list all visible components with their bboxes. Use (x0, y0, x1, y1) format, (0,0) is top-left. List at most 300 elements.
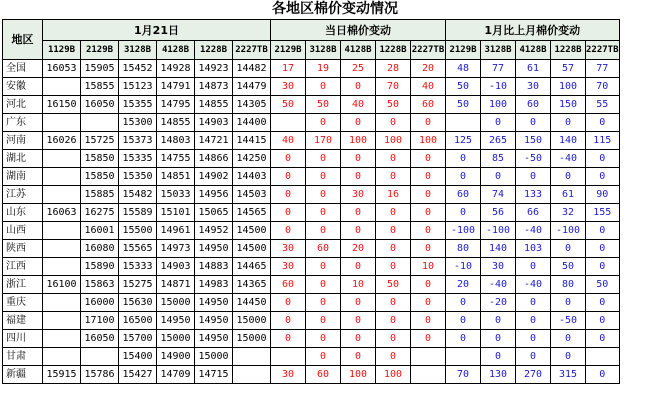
region-cell: 甘肃 (3, 348, 43, 366)
price-cell: 14479 (233, 78, 271, 96)
monthly-change-cell: 0 (481, 114, 516, 132)
daily-change-cell: 0 (341, 78, 376, 96)
column-header-daily_cols-3: 1228B (376, 41, 411, 60)
daily-change-cell (271, 348, 306, 366)
monthly-change-cell: 150 (551, 96, 586, 114)
daily-change-cell: 0 (411, 150, 446, 168)
price-cell: 15000 (195, 348, 233, 366)
price-cell (43, 222, 81, 240)
monthly-change-cell: 0 (481, 348, 516, 366)
daily-change-cell: 40 (271, 132, 306, 150)
table-row (3, 330, 620, 348)
region-header: 地区 (3, 20, 43, 60)
price-cell: 16100 (43, 276, 81, 294)
monthly-change-cell: 0 (481, 312, 516, 330)
monthly-change-cell: 0 (516, 114, 551, 132)
monthly-change-cell: -100 (551, 222, 586, 240)
daily-change-cell: 40 (411, 78, 446, 96)
daily-change-cell: 0 (411, 276, 446, 294)
monthly-change-cell: 0 (551, 330, 586, 348)
daily-change-cell: 0 (271, 330, 306, 348)
price-cell (43, 330, 81, 348)
price-cell: 14952 (195, 222, 233, 240)
price-cell: 15915 (43, 366, 81, 384)
daily-change-cell: 0 (341, 114, 376, 132)
monthly-change-cell: 90 (586, 186, 620, 204)
daily-change-cell: 25 (341, 60, 376, 78)
price-cell: 15630 (119, 294, 157, 312)
daily-change-cell: 0 (306, 330, 341, 348)
daily-change-cell: 0 (271, 204, 306, 222)
price-cell: 16080 (81, 240, 119, 258)
daily-change-cell: 0 (376, 150, 411, 168)
column-header-daily_cols-0: 2129B (271, 41, 306, 60)
monthly-change-cell: 270 (516, 366, 551, 384)
daily-change-cell (271, 114, 306, 132)
daily-change-cell: 30 (271, 258, 306, 276)
price-cell: 14709 (157, 366, 195, 384)
daily-change-cell: 17 (271, 60, 306, 78)
monthly-change-cell: 57 (551, 60, 586, 78)
monthly-change-cell: -10 (481, 78, 516, 96)
price-cell (43, 348, 81, 366)
price-cell: 16000 (81, 294, 119, 312)
daily-change-cell: 20 (411, 60, 446, 78)
table-row (3, 222, 620, 240)
monthly-change-cell: 0 (516, 258, 551, 276)
price-cell: 15565 (119, 240, 157, 258)
monthly-change-cell: 100 (481, 96, 516, 114)
table-row (3, 78, 620, 96)
daily-change-cell: 0 (411, 330, 446, 348)
table-row (3, 150, 620, 168)
daily-change-cell: 0 (376, 294, 411, 312)
daily-change-cell: 0 (341, 222, 376, 240)
daily-change-cell: 0 (341, 294, 376, 312)
price-cell: 15101 (157, 204, 195, 222)
daily-change-cell: 60 (306, 240, 341, 258)
price-cell: 15890 (81, 258, 119, 276)
monthly-change-cell: -20 (481, 294, 516, 312)
price-cell: 15905 (81, 60, 119, 78)
monthly-change-cell: 77 (481, 60, 516, 78)
price-cell: 16050 (81, 330, 119, 348)
price-cell: 16001 (81, 222, 119, 240)
monthly-change-cell: 61 (551, 186, 586, 204)
table-row (3, 294, 620, 312)
monthly-change-cell: 0 (586, 168, 620, 186)
table-row (3, 366, 620, 384)
price-cell: 14950 (157, 312, 195, 330)
monthly-change-cell: 103 (516, 240, 551, 258)
price-cell: 15400 (119, 348, 157, 366)
daily-change-cell: 0 (271, 294, 306, 312)
monthly-change-cell (446, 348, 481, 366)
price-cell: 14883 (195, 258, 233, 276)
monthly-change-cell: 0 (446, 330, 481, 348)
monthly-change-cell: 0 (551, 240, 586, 258)
table-row (3, 114, 620, 132)
monthly-change-cell: 30 (481, 258, 516, 276)
price-cell: 16050 (81, 96, 119, 114)
monthly-change-cell: 80 (551, 276, 586, 294)
daily-change-cell: 0 (306, 168, 341, 186)
price-cell: 14950 (195, 330, 233, 348)
column-header-daily_cols-2: 4128B (341, 41, 376, 60)
price-cell (43, 78, 81, 96)
monthly-change-cell: 133 (516, 186, 551, 204)
monthly-change-cell: 0 (586, 294, 620, 312)
daily-change-cell: 19 (306, 60, 341, 78)
daily-change-cell: 30 (341, 186, 376, 204)
price-cell: 15065 (195, 204, 233, 222)
price-cell: 15000 (157, 330, 195, 348)
price-cell: 15700 (119, 330, 157, 348)
daily-change-cell: 0 (411, 222, 446, 240)
price-cell: 14903 (195, 114, 233, 132)
monthly-change-cell: -50 (551, 312, 586, 330)
region-cell: 重庆 (3, 294, 43, 312)
daily-change-cell: 0 (376, 330, 411, 348)
monthly-change-cell: 0 (516, 330, 551, 348)
price-cell: 14482 (233, 60, 271, 78)
price-cell: 15000 (233, 312, 271, 330)
price-cell: 15333 (119, 258, 157, 276)
price-cell (233, 366, 271, 384)
price-cell (43, 240, 81, 258)
price-cell: 14983 (195, 276, 233, 294)
price-cell (43, 258, 81, 276)
cotton-price-table (2, 19, 620, 384)
monthly-change-cell: 0 (586, 366, 620, 384)
daily-change-cell: 0 (411, 186, 446, 204)
monthly-change-cell: 115 (586, 132, 620, 150)
region-cell: 河北 (3, 96, 43, 114)
daily-change-cell: 0 (411, 312, 446, 330)
monthly-change-cell: 150 (516, 132, 551, 150)
monthly-change-cell: 0 (516, 312, 551, 330)
daily-change-cell: 100 (341, 366, 376, 384)
daily-change-cell: 170 (306, 132, 341, 150)
daily-change-cell: 0 (341, 312, 376, 330)
daily-change-cell: 0 (376, 258, 411, 276)
region-cell: 陕西 (3, 240, 43, 258)
daily-change-cell: 30 (271, 240, 306, 258)
table-row (3, 132, 620, 150)
monthly-change-cell: 50 (446, 78, 481, 96)
monthly-change-cell: 32 (551, 204, 586, 222)
monthly-change-cell: 100 (551, 78, 586, 96)
monthly-change-cell: 61 (516, 60, 551, 78)
daily-change-cell: 0 (376, 168, 411, 186)
price-cell: 14973 (157, 240, 195, 258)
monthly-change-group-header: 1月比上月棉价变动 (446, 20, 620, 41)
monthly-change-cell: 0 (446, 312, 481, 330)
daily-change-cell: 0 (411, 168, 446, 186)
daily-change-cell: 0 (376, 312, 411, 330)
price-cell: 16063 (43, 204, 81, 222)
price-cell: 14500 (233, 222, 271, 240)
monthly-change-cell: 0 (586, 258, 620, 276)
monthly-change-cell: 85 (481, 150, 516, 168)
price-cell: 15300 (119, 114, 157, 132)
daily-change-cell: 0 (411, 204, 446, 222)
region-cell: 安徽 (3, 78, 43, 96)
monthly-change-cell: -100 (446, 222, 481, 240)
monthly-change-cell: 55 (586, 96, 620, 114)
table-row (3, 96, 620, 114)
monthly-change-cell: -50 (516, 150, 551, 168)
region-cell: 全国 (3, 60, 43, 78)
daily-change-cell: 0 (341, 258, 376, 276)
column-header-cols-2: 3128B (119, 41, 157, 60)
daily-change-cell: 10 (341, 276, 376, 294)
region-cell: 湖南 (3, 168, 43, 186)
daily-change-cell: 0 (341, 168, 376, 186)
table-row (3, 258, 620, 276)
region-cell: 江西 (3, 258, 43, 276)
daily-change-cell: 0 (411, 114, 446, 132)
monthly-change-cell: 50 (551, 258, 586, 276)
price-cell: 15786 (81, 366, 119, 384)
table-row (3, 240, 620, 258)
monthly-change-cell (446, 114, 481, 132)
column-header-monthly_cols-4: 2227TB (586, 41, 620, 60)
daily-change-cell: 0 (411, 294, 446, 312)
monthly-change-cell: 0 (586, 330, 620, 348)
price-cell: 14956 (195, 186, 233, 204)
monthly-change-cell: 0 (551, 168, 586, 186)
price-cell (43, 150, 81, 168)
price-cell: 15855 (81, 78, 119, 96)
price-cell: 14900 (157, 348, 195, 366)
price-cell: 14305 (233, 96, 271, 114)
daily-change-cell (411, 348, 446, 366)
region-cell: 湖北 (3, 150, 43, 168)
price-cell: 14961 (157, 222, 195, 240)
price-cell: 14903 (157, 258, 195, 276)
daily-change-cell: 100 (341, 132, 376, 150)
monthly-change-cell: 0 (586, 222, 620, 240)
monthly-change-cell: 70 (446, 366, 481, 384)
monthly-change-cell: 155 (586, 204, 620, 222)
price-cell: 14950 (195, 240, 233, 258)
daily-change-cell: 50 (271, 96, 306, 114)
column-header-cols-0: 1129B (43, 41, 81, 60)
daily-change-cell: 0 (271, 168, 306, 186)
price-cell: 14403 (233, 168, 271, 186)
monthly-change-cell: 0 (446, 204, 481, 222)
daily-change-cell: 0 (376, 114, 411, 132)
price-cell (81, 348, 119, 366)
monthly-change-cell: 0 (516, 294, 551, 312)
monthly-change-cell: -40 (516, 222, 551, 240)
daily-change-cell: 0 (271, 186, 306, 204)
monthly-change-cell: -40 (481, 276, 516, 294)
daily-change-cell: 0 (341, 330, 376, 348)
monthly-change-cell: 0 (481, 330, 516, 348)
price-cell: 15000 (157, 294, 195, 312)
monthly-change-cell: 0 (516, 348, 551, 366)
price-cell: 15427 (119, 366, 157, 384)
price-cell: 15452 (119, 60, 157, 78)
column-header-daily_cols-1: 3128B (306, 41, 341, 60)
daily-change-cell: 30 (271, 366, 306, 384)
price-cell: 14923 (195, 60, 233, 78)
price-cell: 16150 (43, 96, 81, 114)
price-cell: 15123 (119, 78, 157, 96)
price-cell: 14866 (195, 150, 233, 168)
price-cell (233, 348, 271, 366)
price-cell: 14755 (157, 150, 195, 168)
region-cell: 河南 (3, 132, 43, 150)
daily-change-cell: 100 (411, 132, 446, 150)
daily-change-cell (411, 366, 446, 384)
daily-change-cell: 40 (341, 96, 376, 114)
price-cell: 14950 (195, 294, 233, 312)
daily-change-cell: 20 (341, 240, 376, 258)
daily-change-cell: 0 (306, 186, 341, 204)
price-cell: 15725 (81, 132, 119, 150)
price-cell: 16053 (43, 60, 81, 78)
price-cell: 15355 (119, 96, 157, 114)
column-header-cols-4: 1228B (195, 41, 233, 60)
daily-change-cell: 0 (306, 222, 341, 240)
daily-change-cell: 60 (411, 96, 446, 114)
price-cell: 14928 (157, 60, 195, 78)
daily-change-cell: 60 (306, 366, 341, 384)
monthly-change-cell: 20 (446, 276, 481, 294)
daily-change-cell: 0 (376, 240, 411, 258)
monthly-change-cell: 50 (586, 276, 620, 294)
table-row (3, 168, 620, 186)
monthly-change-cell: 265 (481, 132, 516, 150)
region-cell: 福建 (3, 312, 43, 330)
table-row (3, 204, 620, 222)
daily-change-cell: 0 (306, 204, 341, 222)
daily-change-cell: 10 (411, 258, 446, 276)
monthly-change-cell: 140 (481, 240, 516, 258)
monthly-change-cell: 315 (551, 366, 586, 384)
price-cell: 15863 (81, 276, 119, 294)
table-row (3, 276, 620, 294)
daily-change-cell: 30 (271, 78, 306, 96)
price-cell: 16275 (81, 204, 119, 222)
monthly-change-cell: 50 (446, 96, 481, 114)
price-cell: 14565 (233, 204, 271, 222)
price-cell: 14803 (157, 132, 195, 150)
monthly-change-cell: 0 (551, 294, 586, 312)
monthly-change-cell: 60 (446, 186, 481, 204)
monthly-change-cell: -100 (481, 222, 516, 240)
price-cell (43, 168, 81, 186)
price-cell: 14855 (157, 114, 195, 132)
region-cell: 江苏 (3, 186, 43, 204)
price-cell: 14450 (233, 294, 271, 312)
daily-change-cell: 100 (376, 366, 411, 384)
price-cell: 14500 (233, 240, 271, 258)
price-cell: 15885 (81, 186, 119, 204)
monthly-change-cell: 66 (516, 204, 551, 222)
price-cell: 14855 (195, 96, 233, 114)
monthly-change-cell: 0 (446, 294, 481, 312)
price-cell: 14795 (157, 96, 195, 114)
daily-change-cell: 0 (341, 204, 376, 222)
column-header-monthly_cols-2: 4128B (516, 41, 551, 60)
table-row (3, 348, 620, 366)
monthly-change-cell: -40 (551, 150, 586, 168)
monthly-change-cell: 140 (551, 132, 586, 150)
price-cell: 14871 (157, 276, 195, 294)
daily-change-cell: 0 (306, 276, 341, 294)
price-cell: 14365 (233, 276, 271, 294)
table-row (3, 312, 620, 330)
price-cell: 15850 (81, 168, 119, 186)
daily-change-cell: 0 (306, 258, 341, 276)
price-cell: 14902 (195, 168, 233, 186)
monthly-change-cell: 125 (446, 132, 481, 150)
price-cell (43, 114, 81, 132)
column-header-cols-5: 2227TB (233, 41, 271, 60)
price-cell: 14851 (157, 168, 195, 186)
monthly-change-cell: 0 (481, 168, 516, 186)
price-cell: 14250 (233, 150, 271, 168)
price-cell: 15335 (119, 150, 157, 168)
monthly-change-cell (586, 348, 620, 366)
monthly-change-cell: 30 (516, 78, 551, 96)
page-title: 各地区棉价变动情况 (272, 1, 398, 17)
monthly-change-cell: 0 (446, 150, 481, 168)
price-cell: 14791 (157, 78, 195, 96)
daily-change-cell: 0 (411, 240, 446, 258)
region-cell: 山西 (3, 222, 43, 240)
price-cell: 14465 (233, 258, 271, 276)
daily-change-cell: 60 (271, 276, 306, 294)
monthly-change-cell: 0 (551, 114, 586, 132)
daily-change-cell: 100 (376, 132, 411, 150)
monthly-change-cell: 0 (446, 168, 481, 186)
daily-change-cell: 28 (376, 60, 411, 78)
column-header-monthly_cols-3: 1228B (551, 41, 586, 60)
price-cell: 15589 (119, 204, 157, 222)
daily-change-cell: 0 (271, 312, 306, 330)
price-cell: 15000 (233, 330, 271, 348)
monthly-change-cell: 0 (586, 312, 620, 330)
daily-change-cell: 0 (306, 78, 341, 96)
daily-change-cell: 16 (376, 186, 411, 204)
price-cell: 15850 (81, 150, 119, 168)
monthly-change-cell: 0 (586, 150, 620, 168)
price-cell: 14415 (233, 132, 271, 150)
monthly-change-cell: 77 (586, 60, 620, 78)
monthly-change-cell: 80 (446, 240, 481, 258)
monthly-change-cell: 56 (481, 204, 516, 222)
daily-change-cell: 0 (306, 150, 341, 168)
price-cell: 15350 (119, 168, 157, 186)
column-header-cols-3: 4128B (157, 41, 195, 60)
column-header-monthly_cols-0: 2129B (446, 41, 481, 60)
monthly-change-cell: 70 (586, 78, 620, 96)
region-cell: 山东 (3, 204, 43, 222)
daily-change-cell: 0 (376, 348, 411, 366)
monthly-change-cell: 74 (481, 186, 516, 204)
daily-change-cell: 70 (376, 78, 411, 96)
price-cell: 15373 (119, 132, 157, 150)
monthly-change-cell: 48 (446, 60, 481, 78)
price-cell: 14715 (195, 366, 233, 384)
region-cell: 广东 (3, 114, 43, 132)
price-cell: 14503 (233, 186, 271, 204)
